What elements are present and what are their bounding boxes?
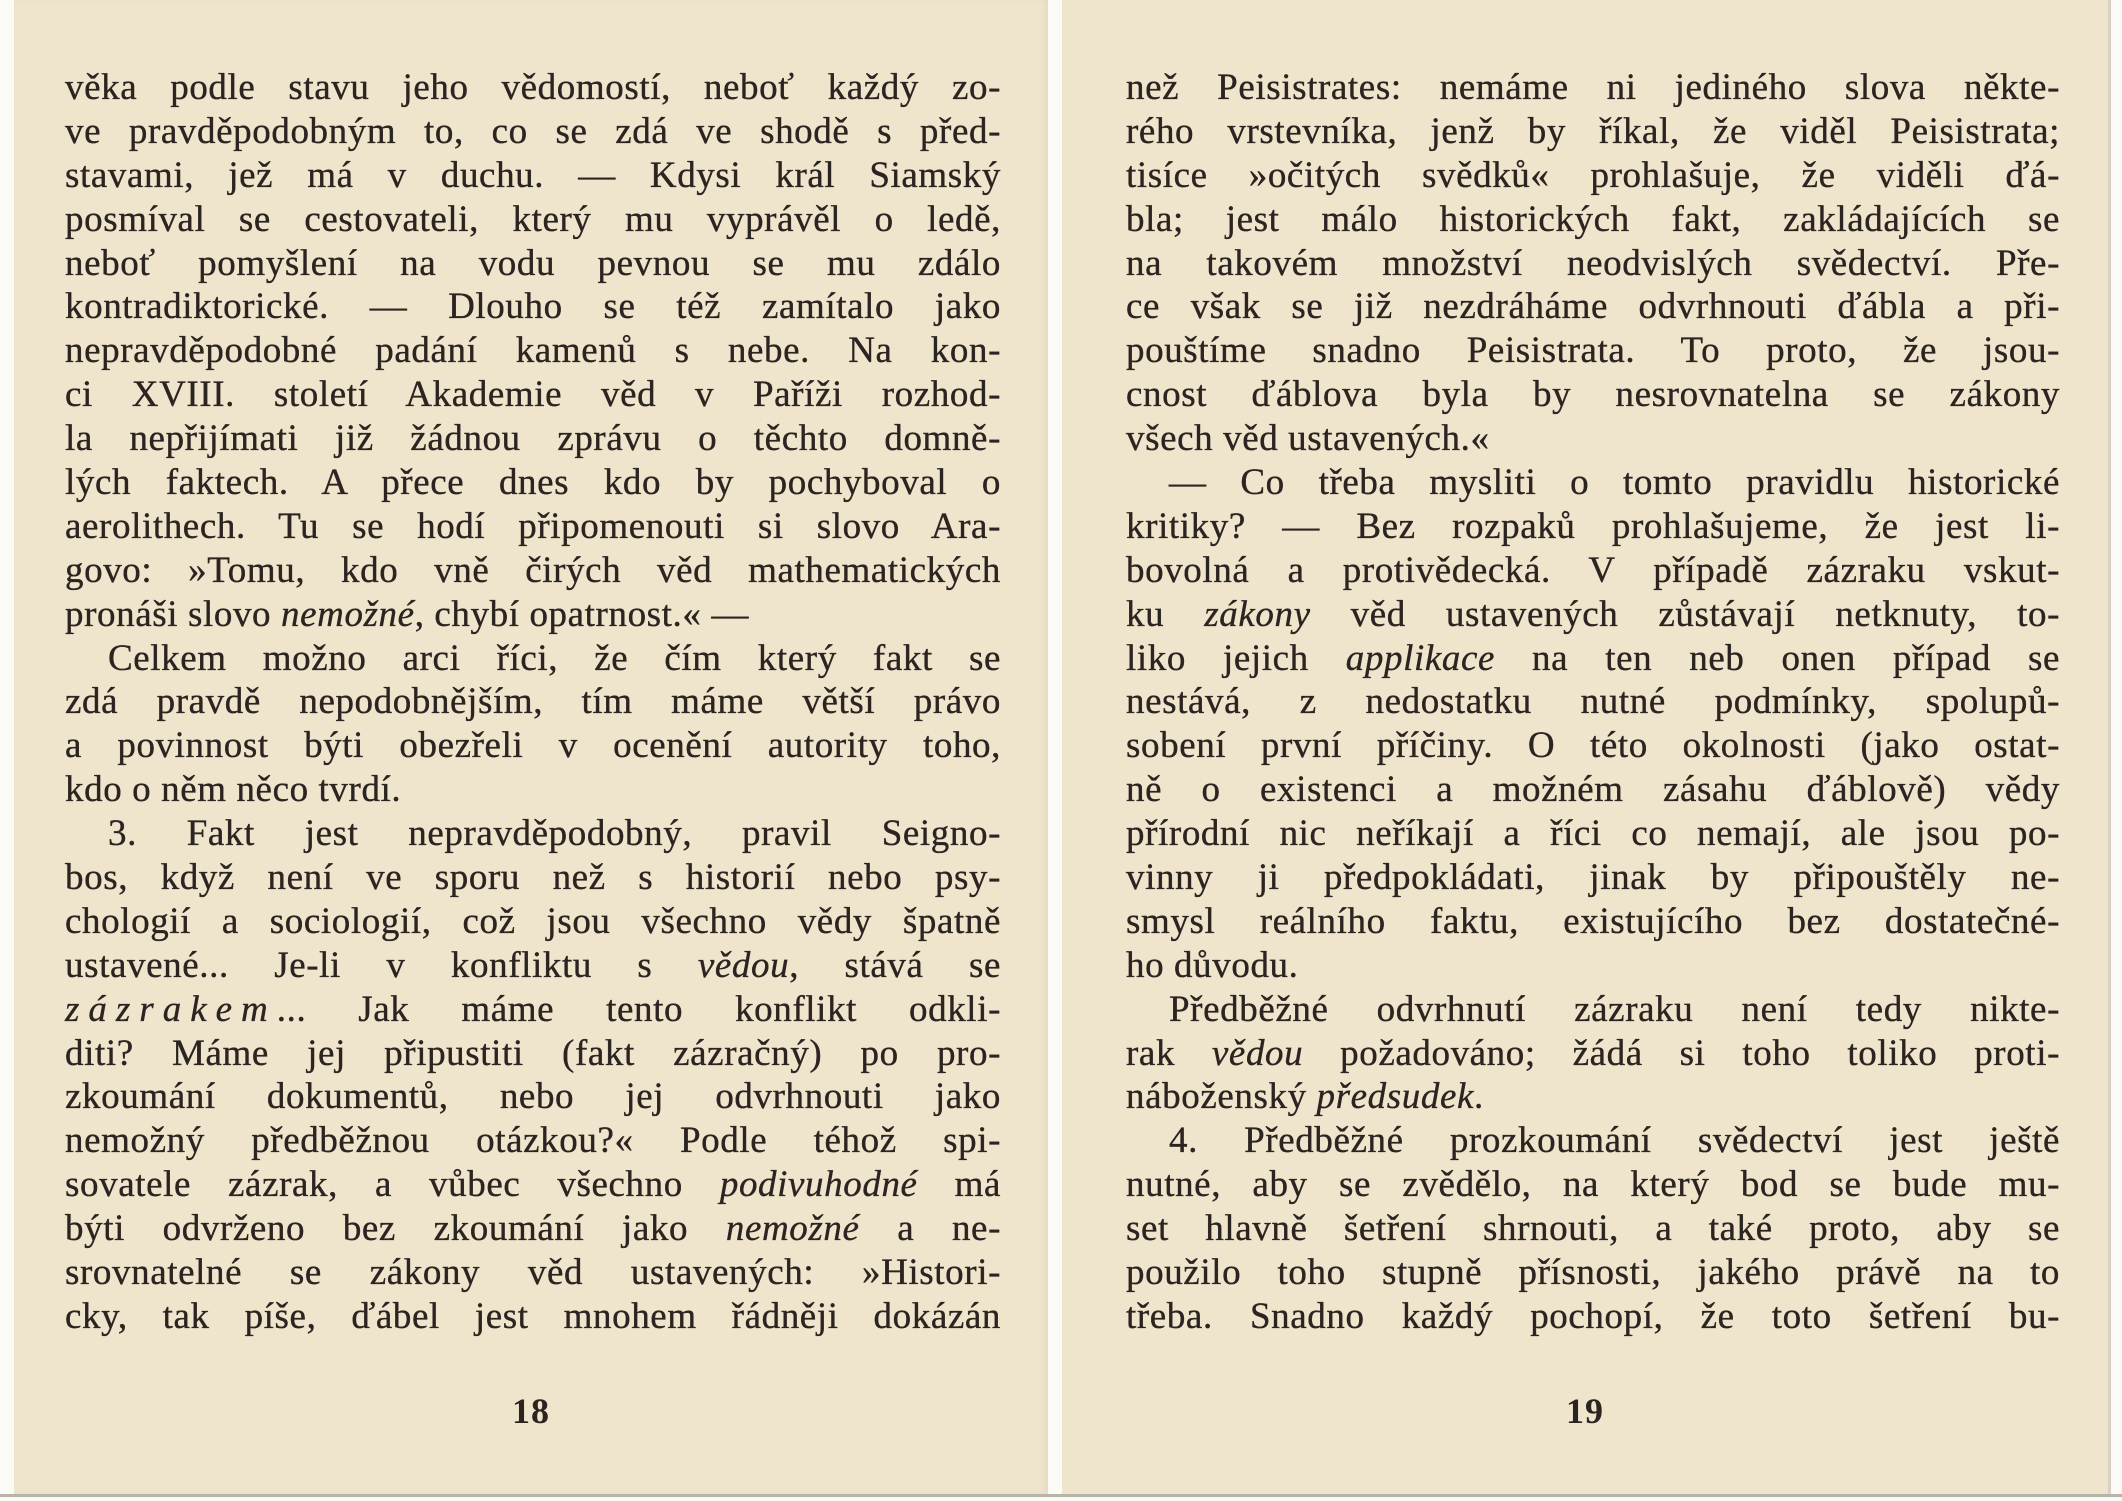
text-run: smysl reálního faktu, existujícího bez dostatečné-: [1126, 900, 2060, 942]
text-line: [65, 680, 1001, 724]
text-run: třeba. Snadno každý pochopí, že toto šetření bu-: [1126, 1295, 2060, 1337]
text-line: [65, 1251, 1001, 1295]
text-run: ci XVIII. století Akademie věd v Paříži rozhod-: [65, 374, 1001, 416]
text-line: [65, 1032, 1001, 1076]
text-line: [1126, 373, 2060, 417]
italic-emphasis: podivuhodné: [719, 1164, 918, 1206]
text-line: [1126, 110, 2060, 154]
text-run: pronáši slovo: [65, 593, 282, 635]
text-line: [1126, 724, 2060, 768]
text-run: bovolná a protivědecká. V případě zázraku vskut-: [1126, 549, 2060, 591]
text-run: nutné, aby se zvědělo, na který bod se bude mu-: [1126, 1164, 2060, 1206]
text-line: [1126, 461, 2060, 505]
text-line: [1126, 1251, 2060, 1295]
text-run: rého vrstevníka, jenž by říkal, že viděl Peisistrata;: [1126, 110, 2060, 152]
text-run: ně o existenci a možném zásahu ďáblově) vědy: [1126, 769, 2060, 811]
text-run: přírodní nic neříkají a říci co nemají, ale jsou po-: [1126, 813, 2060, 855]
text-line: [65, 242, 1001, 286]
text-line: [1126, 154, 2060, 198]
text-line: [65, 373, 1001, 417]
text-run: govo: »Tomu, kdo vně čirých věd mathematických: [65, 549, 1001, 591]
book-page-left: [14, 0, 1048, 1494]
text-run: posmíval se cestovateli, který mu vyprávěl o ledě,: [65, 198, 1001, 240]
text-run: , stává se: [789, 944, 1001, 986]
text-line: [1126, 329, 2060, 373]
text-line: [1126, 768, 2060, 812]
text-line: [65, 988, 1001, 1032]
text-run: ustavené... Je-li v konfliktu s: [65, 944, 698, 986]
text-run: a ne-: [859, 1208, 1001, 1250]
text-line: [65, 285, 1001, 329]
text-run: 4. Předběžné prozkoumání svědectví jest ještě: [1169, 1120, 2060, 1162]
text-line: [1126, 66, 2060, 110]
text-line: [65, 637, 1001, 681]
text-run: zkoumání dokumentů, nebo jej odvrhnouti jako: [65, 1076, 1001, 1118]
text-line: [65, 1075, 1001, 1119]
italic-emphasis: vědou: [1211, 1032, 1304, 1074]
text-line: [1126, 1295, 2060, 1339]
text-run: ku: [1126, 593, 1205, 635]
text-line: [65, 66, 1001, 110]
text-line: [65, 593, 1001, 637]
text-line: [1126, 1075, 2060, 1119]
text-run: nepravděpodobné padání kamenů s nebe. Na kon-: [65, 330, 1001, 372]
text-line: [65, 198, 1001, 242]
text-run: bla; jest málo historických fakt, zakládajících se: [1126, 198, 2060, 240]
text-line: [65, 154, 1001, 198]
text-line: [65, 1119, 1001, 1163]
text-run: chologií a sociologií, což jsou všechno vědy špatně: [65, 900, 1001, 942]
italic-emphasis: nemožné: [281, 593, 415, 635]
text-line: [1126, 680, 2060, 724]
text-line: [65, 724, 1001, 768]
italic-emphasis: applikace: [1345, 637, 1496, 679]
text-line: [1126, 944, 2060, 988]
text-run: ... Jak máme tento konflikt odkli-: [276, 988, 1001, 1030]
text-run: kdo o něm něco tvrdí.: [65, 769, 402, 811]
text-run: 3. Fakt jest nepravděpodobný, pravil Seigno-: [108, 813, 1001, 855]
text-run: použilo toho stupně přísnosti, jakého právě na to: [1126, 1252, 2060, 1294]
text-run: srovnatelné se zákony věd ustavených: »Histori-: [65, 1252, 1001, 1294]
text-run: pouštíme snadno Peisistrata. To proto, že jsou-: [1126, 330, 2060, 372]
text-run: Celkem možno arci říci, že čím který fakt se: [108, 637, 1001, 679]
text-run: nestává, z nedostatku nutné podmínky, spolupů-: [1126, 681, 2060, 723]
text-run: kontradiktorické. — Dlouho se též zamítalo jako: [65, 286, 1001, 328]
text-line: [65, 110, 1001, 154]
text-line: [1126, 1119, 2060, 1163]
text-line: [65, 549, 1001, 593]
text-run: kritiky? — Bez rozpaků prohlašujeme, že jest li-: [1126, 505, 2060, 547]
scan-bottom-edge: [0, 1494, 2122, 1497]
italic-emphasis: nemožné: [725, 1208, 860, 1250]
text-run: cnost ďáblova byla by nesrovnatelna se zákony: [1126, 374, 2060, 416]
page-text: [65, 66, 1001, 1339]
text-line: [1126, 856, 2060, 900]
text-run: rak: [1126, 1032, 1212, 1074]
text-run: cky, tak píše, ďábel jest mnohem řádněji dokázán: [65, 1295, 1001, 1337]
text-run: náboženský: [1126, 1076, 1317, 1118]
text-run: zdá pravdě nepodobnějším, tím máme větší právo: [65, 681, 1001, 723]
text-line: [1126, 1163, 2060, 1207]
text-line: [65, 900, 1001, 944]
text-line: [65, 1163, 1001, 1207]
text-run: tisíce »očitých svědků« prohlašuje, že viděli ďá-: [1126, 154, 2060, 196]
text-run: vinny ji předpokládati, jinak by připouštěly ne-: [1126, 857, 2060, 899]
text-line: [1126, 505, 2060, 549]
text-line: [65, 856, 1001, 900]
text-line: [65, 768, 1001, 812]
text-run: na ten neb onen případ se: [1495, 637, 2060, 679]
text-run: neboť pomyšlení na vodu pevnou se mu zdálo: [65, 242, 1001, 284]
text-run: la nepřijímati již žádnou zprávu o těchto domně-: [65, 418, 1001, 460]
text-run: ho důvodu.: [1126, 944, 1299, 986]
italic-emphasis: předsudek: [1316, 1076, 1474, 1118]
text-run: než Peisistrates: nemáme ni jediného slova někte-: [1126, 67, 2060, 108]
text-run: nemožný předběžnou otázkou?« Podle téhož spi-: [65, 1120, 1001, 1162]
text-line: [1126, 549, 2060, 593]
text-line: [1126, 285, 2060, 329]
text-line: [1126, 812, 2060, 856]
text-run: , chybí opatrnost.« —: [414, 593, 749, 635]
text-line: [1126, 198, 2060, 242]
book-page-right: [1062, 0, 2111, 1494]
text-run: aerolithech. Tu se hodí připomenouti si slovo Ara-: [65, 505, 1001, 547]
text-line: [1126, 900, 2060, 944]
text-run: Předběžné odvrhnutí zázraku není tedy nikte-: [1169, 988, 2060, 1030]
text-run: sobení první příčiny. O této okolnosti (jako ostat-: [1126, 725, 2060, 767]
text-line: [1126, 637, 2060, 681]
text-run: — Co třeba mysliti o tomto pravidlu historické: [1169, 462, 2060, 504]
text-line: [1126, 1207, 2060, 1251]
text-line: [65, 505, 1001, 549]
text-run: lých faktech. A přece dnes kdo by pochyboval o: [65, 462, 1001, 504]
text-line: [65, 329, 1001, 373]
text-line: [65, 417, 1001, 461]
spaced-emphasis: zázrakem: [65, 988, 277, 1030]
text-line: [65, 1207, 1001, 1251]
text-run: set hlavně šetření shrnouti, a také proto, aby se: [1126, 1208, 2060, 1250]
text-line: [65, 812, 1001, 856]
page-number: 19: [1566, 1391, 1604, 1431]
text-run: má: [917, 1164, 1001, 1206]
text-run: sovatele zázrak, a vůbec všechno: [65, 1164, 720, 1206]
text-run: býti odvrženo bez zkoumání jako: [65, 1208, 726, 1250]
text-run: ce však se již nezdráháme odvrhnouti ďábla a při-: [1126, 286, 2060, 328]
italic-emphasis: vědou: [697, 944, 790, 986]
text-line: [1126, 988, 2060, 1032]
text-line: [1126, 1032, 2060, 1076]
text-run: na takovém množství neodvislých svědectví. Pře-: [1126, 242, 2060, 284]
text-run: a povinnost býti obezřeli v ocenění autority toho,: [65, 725, 1001, 767]
text-run: liko jejich: [1126, 637, 1346, 679]
text-line: [65, 1295, 1001, 1339]
text-run: .: [1474, 1076, 1484, 1118]
text-line: [1126, 593, 2060, 637]
text-run: diti? Máme jej připustiti (fakt zázračný) po pro-: [65, 1032, 1001, 1074]
text-run: věka podle stavu jeho vědomostí, neboť každý zo-: [65, 67, 1001, 108]
italic-emphasis: zákony: [1204, 593, 1311, 635]
text-run: požadováno; žádá si toho toliko proti-: [1303, 1032, 2060, 1074]
text-run: věd ustavených zůstávají netknuty, to-: [1310, 593, 2060, 635]
text-line: [1126, 242, 2060, 286]
text-run: bos, když není ve sporu než s historií nebo psy-: [65, 857, 1001, 899]
page-text: [1126, 66, 2060, 1339]
text-line: [1126, 417, 2060, 461]
text-run: stavami, jež má v duchu. — Kdysi král Siamský: [65, 154, 1001, 196]
text-run: ve pravděpodobným to, co se zdá ve shodě s před-: [65, 110, 1001, 152]
page-number: 18: [512, 1391, 550, 1431]
text-line: [65, 461, 1001, 505]
text-line: [65, 944, 1001, 988]
text-run: všech věd ustavených.«: [1126, 418, 1490, 460]
